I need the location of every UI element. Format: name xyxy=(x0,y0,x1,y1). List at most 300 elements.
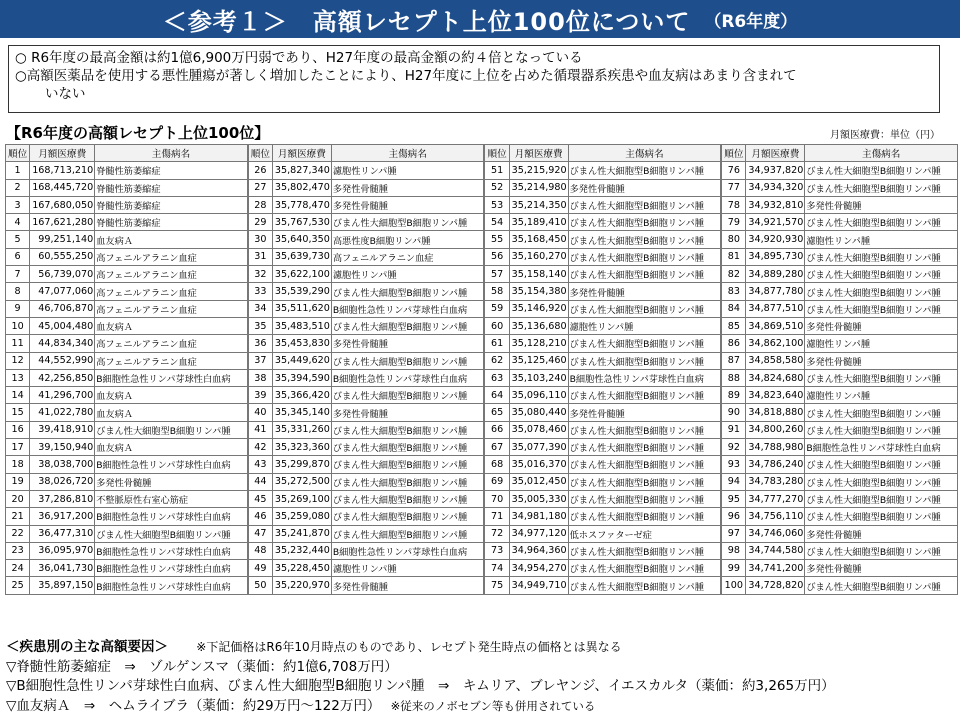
rank-cell: 45 xyxy=(248,490,272,507)
rank-cell: 79 xyxy=(722,214,746,231)
amount-cell: 34,744,580 xyxy=(746,542,805,559)
rank-cell: 70 xyxy=(485,490,509,507)
disease-cell: 血友病Ａ xyxy=(95,439,248,456)
table-row xyxy=(722,335,958,352)
table-row xyxy=(722,473,958,490)
amount-cell: 168,713,210 xyxy=(30,162,95,179)
table-row xyxy=(248,421,484,438)
disease-cell: 多発性骨髄腫 xyxy=(805,352,958,369)
table-row xyxy=(248,196,484,213)
disease-cell: びまん性大細胞型B細胞リンパ腫 xyxy=(568,266,721,283)
rank-cell: 96 xyxy=(722,508,746,525)
amount-cell: 35,640,350 xyxy=(272,231,331,248)
amount-cell: 35,078,460 xyxy=(509,421,568,438)
disease-cell: 多発性骨髄腫 xyxy=(805,525,958,542)
amount-cell: 35,189,410 xyxy=(509,214,568,231)
table-row xyxy=(722,300,958,317)
table-row xyxy=(722,525,958,542)
table-row xyxy=(722,387,958,404)
disease-cell: びまん性大細胞型B細胞リンパ腫 xyxy=(805,577,958,594)
table-row xyxy=(722,490,958,507)
table-row xyxy=(722,456,958,473)
disease-cell: 血友病Ａ xyxy=(95,387,248,404)
disease-cell: びまん性大細胞型B細胞リンパ腫 xyxy=(331,283,484,300)
amount-cell: 35,511,620 xyxy=(272,300,331,317)
table-row xyxy=(485,162,721,179)
disease-cell: 多発性骨髄腫 xyxy=(805,560,958,577)
disease-cell: B細胞性急性リンパ芽球性白血病 xyxy=(95,560,248,577)
rank-cell: 81 xyxy=(722,248,746,265)
rank-cell: 29 xyxy=(248,214,272,231)
disease-cell: B細胞性急性リンパ芽球性白血病 xyxy=(331,369,484,386)
rank-cell: 46 xyxy=(248,508,272,525)
amount-cell: 35,483,510 xyxy=(272,317,331,334)
rank-cell: 94 xyxy=(722,473,746,490)
amount-cell: 35,323,360 xyxy=(272,439,331,456)
disease-cell: びまん性大細胞型B細胞リンパ腫 xyxy=(568,196,721,213)
disease-cell: 濾胞性リンパ腫 xyxy=(331,560,484,577)
disease-cell: 高フェニルアラニン血症 xyxy=(95,283,248,300)
amount-cell: 35,168,450 xyxy=(509,231,568,248)
amount-cell: 36,095,970 xyxy=(30,542,95,559)
col-header-rank: 順位 xyxy=(6,145,30,162)
amount-cell: 56,739,070 xyxy=(30,266,95,283)
disease-cell: 濾胞性リンパ腫 xyxy=(805,335,958,352)
rank-cell: 39 xyxy=(248,387,272,404)
disease-cell: びまん性大細胞型B細胞リンパ腫 xyxy=(568,542,721,559)
rank-cell: 59 xyxy=(485,300,509,317)
rank-cell: 36 xyxy=(248,335,272,352)
table-row xyxy=(248,473,484,490)
table-row xyxy=(485,179,721,196)
rank-cell: 92 xyxy=(722,439,746,456)
rank-cell: 89 xyxy=(722,387,746,404)
rank-cell: 51 xyxy=(485,162,509,179)
disease-cell: びまん性大細胞型B細胞リンパ腫 xyxy=(568,300,721,317)
disease-cell: びまん性大細胞型B細胞リンパ腫 xyxy=(568,560,721,577)
amount-cell: 35,802,470 xyxy=(272,179,331,196)
rank-cell: 75 xyxy=(485,577,509,594)
amount-cell: 35,622,100 xyxy=(272,266,331,283)
amount-cell: 34,818,880 xyxy=(746,404,805,421)
amount-cell: 34,977,120 xyxy=(509,525,568,542)
table-row xyxy=(6,525,248,542)
table-row xyxy=(485,387,721,404)
amount-cell: 34,756,110 xyxy=(746,508,805,525)
disease-cell: びまん性大細胞型B細胞リンパ腫 xyxy=(805,300,958,317)
rank-cell: 56 xyxy=(485,248,509,265)
disease-cell: 血友病Ａ xyxy=(95,231,248,248)
title-bar xyxy=(0,0,960,38)
disease-cell: 高フェニルアラニン血症 xyxy=(331,248,484,265)
col-header-disease: 主傷病名 xyxy=(805,145,958,162)
amount-cell: 47,077,060 xyxy=(30,283,95,300)
table-row xyxy=(722,266,958,283)
amount-cell: 34,728,820 xyxy=(746,577,805,594)
table-row xyxy=(248,162,484,179)
amount-cell: 46,706,870 xyxy=(30,300,95,317)
disease-cell: びまん性大細胞型B細胞リンパ腫 xyxy=(568,421,721,438)
disease-cell: 濾胞性リンパ腫 xyxy=(568,317,721,334)
amount-cell: 36,041,730 xyxy=(30,560,95,577)
amount-cell: 35,096,110 xyxy=(509,387,568,404)
table-row xyxy=(6,352,248,369)
disease-cell: 多発性骨髄腫 xyxy=(331,179,484,196)
rank-cell: 21 xyxy=(6,508,30,525)
amount-cell: 34,788,980 xyxy=(746,439,805,456)
rank-cell: 24 xyxy=(6,560,30,577)
footer-price-note: ※下記価格はR6年10月時点のものであり、レセプト発生時点の価格とは異なる xyxy=(196,640,622,654)
amount-cell: 36,477,310 xyxy=(30,525,95,542)
table-row xyxy=(485,560,721,577)
rank-cell: 74 xyxy=(485,560,509,577)
rank-cell: 6 xyxy=(6,248,30,265)
table-row xyxy=(485,214,721,231)
amount-cell: 167,621,280 xyxy=(30,214,95,231)
disease-cell: B細胞性急性リンパ芽球性白血病 xyxy=(95,369,248,386)
rank-cell: 53 xyxy=(485,196,509,213)
rank-cell: 9 xyxy=(6,300,30,317)
table-row xyxy=(722,248,958,265)
amount-cell: 168,445,720 xyxy=(30,179,95,196)
table-row xyxy=(485,317,721,334)
rank-cell: 54 xyxy=(485,214,509,231)
rank-cell: 63 xyxy=(485,369,509,386)
table-row xyxy=(722,404,958,421)
table-row xyxy=(485,577,721,594)
rank-cell: 49 xyxy=(248,560,272,577)
amount-cell: 34,964,360 xyxy=(509,542,568,559)
amount-cell: 35,214,980 xyxy=(509,179,568,196)
amount-cell: 35,778,470 xyxy=(272,196,331,213)
table-row xyxy=(485,369,721,386)
amount-cell: 35,453,830 xyxy=(272,335,331,352)
table-row xyxy=(6,473,248,490)
disease-cell: 高フェニルアラニン血症 xyxy=(95,335,248,352)
amount-cell: 35,103,240 xyxy=(509,369,568,386)
disease-cell: B細胞性急性リンパ芽球性白血病 xyxy=(95,508,248,525)
table-row xyxy=(248,300,484,317)
rank-cell: 95 xyxy=(722,490,746,507)
note-line-2: ○高額医薬品を使用する悪性腫瘍が著しく増加したことにより、H27年度に上位を占めた循環器系疾患や血友病はあまり含まれて xyxy=(15,68,797,84)
rank-cell: 38 xyxy=(248,369,272,386)
table-row xyxy=(6,577,248,594)
rank-cell: 93 xyxy=(722,456,746,473)
table-row xyxy=(248,214,484,231)
disease-cell: 多発性骨髄腫 xyxy=(568,179,721,196)
rank-cell: 100 xyxy=(722,577,746,594)
table-row xyxy=(485,490,721,507)
amount-cell: 34,932,810 xyxy=(746,196,805,213)
rank-cell: 84 xyxy=(722,300,746,317)
table-row xyxy=(248,490,484,507)
disease-cell: 濾胞性リンパ腫 xyxy=(805,387,958,404)
rank-cell: 50 xyxy=(248,577,272,594)
amount-cell: 35,539,290 xyxy=(272,283,331,300)
disease-cell: 高悪性度B細胞リンパ腫 xyxy=(331,231,484,248)
amount-cell: 35,345,140 xyxy=(272,404,331,421)
table-row xyxy=(485,456,721,473)
table-row xyxy=(485,248,721,265)
table-row xyxy=(248,387,484,404)
rank-cell: 64 xyxy=(485,387,509,404)
table-row xyxy=(248,560,484,577)
disease-cell: びまん性大細胞型B細胞リンパ腫 xyxy=(805,266,958,283)
amount-cell: 35,220,970 xyxy=(272,577,331,594)
rank-cell: 40 xyxy=(248,404,272,421)
rank-cell: 48 xyxy=(248,542,272,559)
rank-cell: 8 xyxy=(6,283,30,300)
rank-cell: 34 xyxy=(248,300,272,317)
disease-cell: びまん性大細胞型B細胞リンパ腫 xyxy=(805,456,958,473)
table-row xyxy=(248,439,484,456)
disease-cell: びまん性大細胞型B細胞リンパ腫 xyxy=(568,335,721,352)
col-header-rank: 順位 xyxy=(485,145,509,162)
rank-cell: 10 xyxy=(6,317,30,334)
ranking-table-1 xyxy=(5,144,248,595)
disease-cell: 濾胞性リンパ腫 xyxy=(331,162,484,179)
table-row xyxy=(6,439,248,456)
rank-cell: 97 xyxy=(722,525,746,542)
amount-cell: 35,767,530 xyxy=(272,214,331,231)
rank-cell: 42 xyxy=(248,439,272,456)
amount-cell: 41,296,700 xyxy=(30,387,95,404)
rank-cell: 73 xyxy=(485,542,509,559)
disease-cell: びまん性大細胞型B細胞リンパ腫 xyxy=(331,317,484,334)
disease-cell: びまん性大細胞型B細胞リンパ腫 xyxy=(568,387,721,404)
disease-cell: 不整脈原性右室心筋症 xyxy=(95,490,248,507)
col-header-rank: 順位 xyxy=(722,145,746,162)
rank-cell: 87 xyxy=(722,352,746,369)
rank-cell: 12 xyxy=(6,352,30,369)
rank-cell: 52 xyxy=(485,179,509,196)
table-row xyxy=(485,352,721,369)
amount-cell: 35,366,420 xyxy=(272,387,331,404)
amount-cell: 34,920,930 xyxy=(746,231,805,248)
rank-cell: 69 xyxy=(485,473,509,490)
amount-cell: 34,858,580 xyxy=(746,352,805,369)
rank-cell: 82 xyxy=(722,266,746,283)
table-row xyxy=(6,490,248,507)
table-row xyxy=(6,179,248,196)
table-row xyxy=(6,283,248,300)
table-row xyxy=(722,317,958,334)
disease-cell: B細胞性急性リンパ芽球性白血病 xyxy=(568,369,721,386)
rank-cell: 77 xyxy=(722,179,746,196)
table-row xyxy=(248,508,484,525)
footer-line-1: ▽脊髄性筋萎縮症 ⇒ ゾルゲンスマ（薬価：約1億6,708万円） xyxy=(6,658,398,675)
table-row xyxy=(485,525,721,542)
note-line-1: ○ R6年度の最高金額は約1億6,900万円弱であり、H27年度の最高金額の約４倍となっている xyxy=(15,50,583,66)
table-row xyxy=(6,248,248,265)
table-row xyxy=(722,439,958,456)
table-row xyxy=(485,300,721,317)
amount-cell: 60,555,250 xyxy=(30,248,95,265)
rank-cell: 99 xyxy=(722,560,746,577)
amount-cell: 39,418,910 xyxy=(30,421,95,438)
amount-cell: 35,259,080 xyxy=(272,508,331,525)
disease-cell: B細胞性急性リンパ芽球性白血病 xyxy=(805,439,958,456)
disease-cell: びまん性大細胞型B細胞リンパ腫 xyxy=(331,214,484,231)
rank-cell: 85 xyxy=(722,317,746,334)
rank-cell: 7 xyxy=(6,266,30,283)
rank-cell: 41 xyxy=(248,421,272,438)
amount-cell: 34,746,060 xyxy=(746,525,805,542)
table-row xyxy=(248,352,484,369)
disease-cell: びまん性大細胞型B細胞リンパ腫 xyxy=(568,439,721,456)
table-row xyxy=(248,456,484,473)
col-header-disease: 主傷病名 xyxy=(568,145,721,162)
rank-cell: 67 xyxy=(485,439,509,456)
disease-cell: びまん性大細胞型B細胞リンパ腫 xyxy=(95,525,248,542)
amount-cell: 35,160,270 xyxy=(509,248,568,265)
disease-cell: びまん性大細胞型B細胞リンパ腫 xyxy=(805,248,958,265)
disease-cell: 血友病Ａ xyxy=(95,317,248,334)
table-row xyxy=(722,162,958,179)
disease-cell: びまん性大細胞型B細胞リンパ腫 xyxy=(331,508,484,525)
rank-cell: 37 xyxy=(248,352,272,369)
amount-cell: 167,680,050 xyxy=(30,196,95,213)
disease-cell: 高フェニルアラニン血症 xyxy=(95,352,248,369)
table-heading: 【R6年度の高額レセプト上位100位】 xyxy=(6,124,270,142)
rank-cell: 55 xyxy=(485,231,509,248)
rank-cell: 17 xyxy=(6,439,30,456)
table-row xyxy=(485,473,721,490)
table-row xyxy=(6,421,248,438)
table-row xyxy=(6,196,248,213)
table-row xyxy=(722,560,958,577)
amount-cell: 35,136,680 xyxy=(509,317,568,334)
amount-cell: 45,004,480 xyxy=(30,317,95,334)
summary-notes xyxy=(8,45,940,113)
rank-cell: 25 xyxy=(6,577,30,594)
disease-cell: 高フェニルアラニン血症 xyxy=(95,300,248,317)
disease-cell: 多発性骨髄腫 xyxy=(95,473,248,490)
disease-cell: びまん性大細胞型B細胞リンパ腫 xyxy=(568,214,721,231)
rank-cell: 18 xyxy=(6,456,30,473)
table-row xyxy=(6,560,248,577)
amount-cell: 34,741,200 xyxy=(746,560,805,577)
ranking-table-3 xyxy=(484,144,721,595)
amount-cell: 35,394,590 xyxy=(272,369,331,386)
amount-cell: 35,016,370 xyxy=(509,456,568,473)
disease-cell: B細胞性急性リンパ芽球性白血病 xyxy=(95,577,248,594)
amount-cell: 38,038,700 xyxy=(30,456,95,473)
table-row xyxy=(6,508,248,525)
amount-cell: 34,877,780 xyxy=(746,283,805,300)
disease-cell: B細胞性急性リンパ芽球性白血病 xyxy=(95,542,248,559)
disease-cell: 高フェニルアラニン血症 xyxy=(95,248,248,265)
amount-cell: 35,080,440 xyxy=(509,404,568,421)
rank-cell: 47 xyxy=(248,525,272,542)
disease-cell: 多発性骨髄腫 xyxy=(331,404,484,421)
rank-cell: 57 xyxy=(485,266,509,283)
amount-cell: 35,005,330 xyxy=(509,490,568,507)
amount-cell: 35,639,730 xyxy=(272,248,331,265)
disease-cell: 濾胞性リンパ腫 xyxy=(805,231,958,248)
rank-cell: 80 xyxy=(722,231,746,248)
table-row xyxy=(248,404,484,421)
rank-cell: 76 xyxy=(722,162,746,179)
rank-cell: 31 xyxy=(248,248,272,265)
table-row xyxy=(485,404,721,421)
table-row xyxy=(6,300,248,317)
disease-cell: 血友病Ａ xyxy=(95,404,248,421)
disease-cell: びまん性大細胞型B細胞リンパ腫 xyxy=(568,162,721,179)
table-row xyxy=(722,214,958,231)
disease-cell: びまん性大細胞型B細胞リンパ腫 xyxy=(805,542,958,559)
table-row xyxy=(485,542,721,559)
col-header-disease: 主傷病名 xyxy=(95,145,248,162)
disease-cell: びまん性大細胞型B細胞リンパ腫 xyxy=(805,179,958,196)
amount-cell: 34,981,180 xyxy=(509,508,568,525)
col-header-disease: 主傷病名 xyxy=(331,145,484,162)
rank-cell: 19 xyxy=(6,473,30,490)
rank-cell: 33 xyxy=(248,283,272,300)
rank-cell: 26 xyxy=(248,162,272,179)
disease-cell: びまん性大細胞型B細胞リンパ腫 xyxy=(95,421,248,438)
col-header-amount: 月額医療費 xyxy=(272,145,331,162)
amount-cell: 34,800,260 xyxy=(746,421,805,438)
disease-cell: B細胞性急性リンパ芽球性白血病 xyxy=(331,542,484,559)
disease-cell: びまん性大細胞型B細胞リンパ腫 xyxy=(805,508,958,525)
amount-cell: 36,917,200 xyxy=(30,508,95,525)
amount-cell: 35,128,210 xyxy=(509,335,568,352)
amount-cell: 34,786,240 xyxy=(746,456,805,473)
amount-cell: 44,834,340 xyxy=(30,335,95,352)
amount-cell: 39,150,940 xyxy=(30,439,95,456)
disease-cell: 高フェニルアラニン血症 xyxy=(95,266,248,283)
col-header-amount: 月額医療費 xyxy=(746,145,805,162)
amount-cell: 35,158,140 xyxy=(509,266,568,283)
footer-line-2: ▽B細胞性急性リンパ芽球性白血病、びまん性大細胞型B細胞リンパ腫 ⇒ キムリア、ブレヤンジ、イエスカルタ（薬価：約3,265万円） xyxy=(6,678,835,694)
disease-cell: びまん性大細胞型B細胞リンパ腫 xyxy=(568,508,721,525)
rank-cell: 83 xyxy=(722,283,746,300)
table-row xyxy=(248,317,484,334)
rank-cell: 65 xyxy=(485,404,509,421)
table-row xyxy=(248,179,484,196)
disease-cell: びまん性大細胞型B細胞リンパ腫 xyxy=(568,577,721,594)
amount-cell: 99,251,140 xyxy=(30,231,95,248)
rank-cell: 22 xyxy=(6,525,30,542)
amount-cell: 35,299,870 xyxy=(272,456,331,473)
footer-line-3: ▽血友病Ａ ⇒ ヘムライブラ（薬価：約29万円～122万円） xyxy=(6,697,381,714)
disease-cell: びまん性大細胞型B細胞リンパ腫 xyxy=(331,421,484,438)
rank-cell: 61 xyxy=(485,335,509,352)
amount-cell: 34,934,320 xyxy=(746,179,805,196)
disease-cell: B細胞性急性リンパ芽球性白血病 xyxy=(95,456,248,473)
disease-cell: 脊髄性筋萎縮症 xyxy=(95,196,248,213)
amount-cell: 35,241,870 xyxy=(272,525,331,542)
table-row xyxy=(722,542,958,559)
rank-cell: 60 xyxy=(485,317,509,334)
amount-cell: 34,895,730 xyxy=(746,248,805,265)
rank-cell: 13 xyxy=(6,369,30,386)
amount-cell: 34,954,270 xyxy=(509,560,568,577)
disease-cell: 多発性骨髄腫 xyxy=(568,283,721,300)
disease-cell: びまん性大細胞型B細胞リンパ腫 xyxy=(568,456,721,473)
ranking-table-4 xyxy=(721,144,958,595)
amount-cell: 35,154,380 xyxy=(509,283,568,300)
rank-cell: 72 xyxy=(485,525,509,542)
rank-cell: 28 xyxy=(248,196,272,213)
amount-cell: 35,125,460 xyxy=(509,352,568,369)
disease-cell: びまん性大細胞型B細胞リンパ腫 xyxy=(568,248,721,265)
disease-cell: びまん性大細胞型B細胞リンパ腫 xyxy=(331,387,484,404)
rank-cell: 23 xyxy=(6,542,30,559)
amount-cell: 34,869,510 xyxy=(746,317,805,334)
disease-cell: 脊髄性筋萎縮症 xyxy=(95,214,248,231)
